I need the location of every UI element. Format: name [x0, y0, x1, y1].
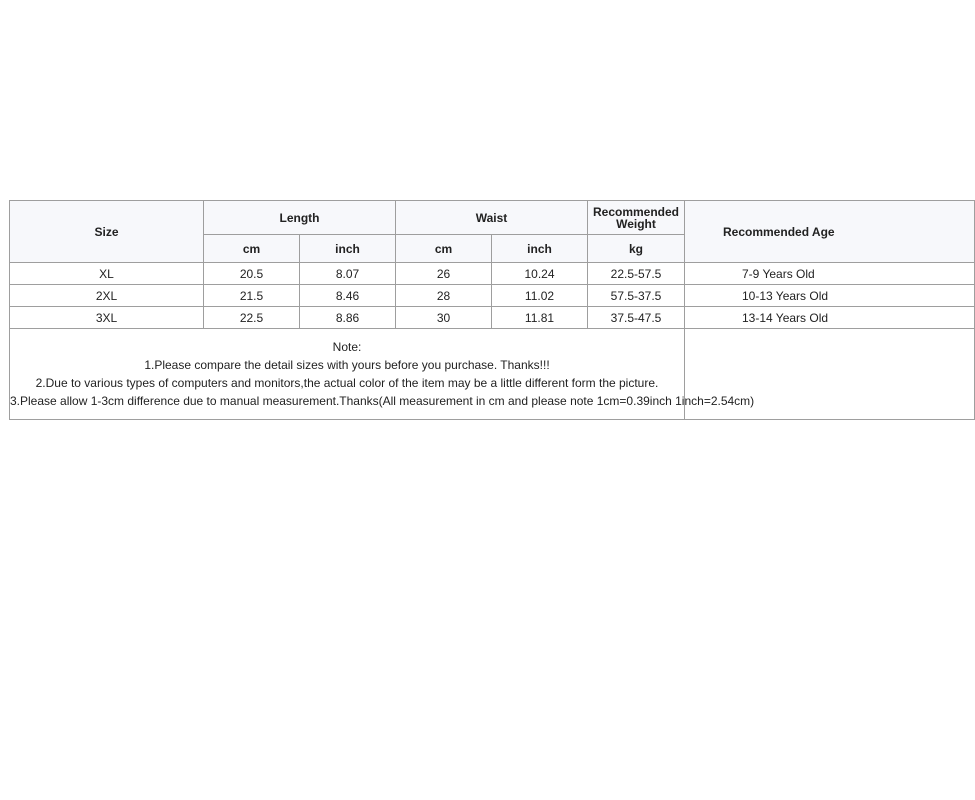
cell-length-cm: 21.5 — [204, 285, 300, 307]
header-size: Size — [10, 201, 204, 263]
cell-size: 3XL — [10, 307, 204, 329]
note-line-3: 3.Please allow 1-3cm difference due to manual measurement.Thanks(All measurement in cm and please note 1cm=0.39inch 1inch=2.54cm) — [10, 394, 755, 408]
note-title: Note: — [332, 340, 362, 354]
header-weight-kg: kg — [588, 235, 685, 263]
cell-age: 13-14 Years Old — [685, 307, 975, 329]
cell-waist-cm: 26 — [396, 263, 492, 285]
cell-weight: 37.5-47.5 — [588, 307, 685, 329]
header-waist-inch: inch — [492, 235, 588, 263]
header-weight: Recommended Weight — [588, 201, 685, 235]
size-table — [9, 200, 975, 420]
cell-waist-cm: 28 — [396, 285, 492, 307]
note-line-2: 2.Due to various types of computers and monitors,the actual color of the item may be a little different form the picture. — [35, 376, 659, 390]
table-row — [10, 285, 975, 307]
cell-length-inch: 8.86 — [300, 307, 396, 329]
cell-waist-inch: 10.24 — [492, 263, 588, 285]
cell-length-inch: 8.46 — [300, 285, 396, 307]
note-block — [10, 329, 755, 420]
cell-weight: 57.5-37.5 — [588, 285, 685, 307]
header-length: Length — [204, 201, 396, 235]
cell-length-cm: 22.5 — [204, 307, 300, 329]
header-waist-cm: cm — [396, 235, 492, 263]
header-length-inch: inch — [300, 235, 396, 263]
header-row-1 — [10, 201, 975, 235]
cell-age: 10-13 Years Old — [685, 285, 975, 307]
size-chart — [9, 200, 835, 422]
cell-length-inch: 8.07 — [300, 263, 396, 285]
cell-waist-cm: 30 — [396, 307, 492, 329]
table-row — [10, 263, 975, 285]
note-line-1: 1.Please compare the detail sizes with yours before you purchase. Thanks!!! — [144, 358, 550, 372]
header-waist: Waist — [396, 201, 588, 235]
note-row — [10, 329, 975, 420]
cell-size: XL — [10, 263, 204, 285]
header-length-cm: cm — [204, 235, 300, 263]
cell-size: 2XL — [10, 285, 204, 307]
header-age: Recommended Age — [685, 201, 975, 263]
cell-waist-inch: 11.02 — [492, 285, 588, 307]
cell-length-cm: 20.5 — [204, 263, 300, 285]
table-row — [10, 307, 975, 329]
cell-waist-inch: 11.81 — [492, 307, 588, 329]
cell-weight: 22.5-57.5 — [588, 263, 685, 285]
cell-age: 7-9 Years Old — [685, 263, 975, 285]
